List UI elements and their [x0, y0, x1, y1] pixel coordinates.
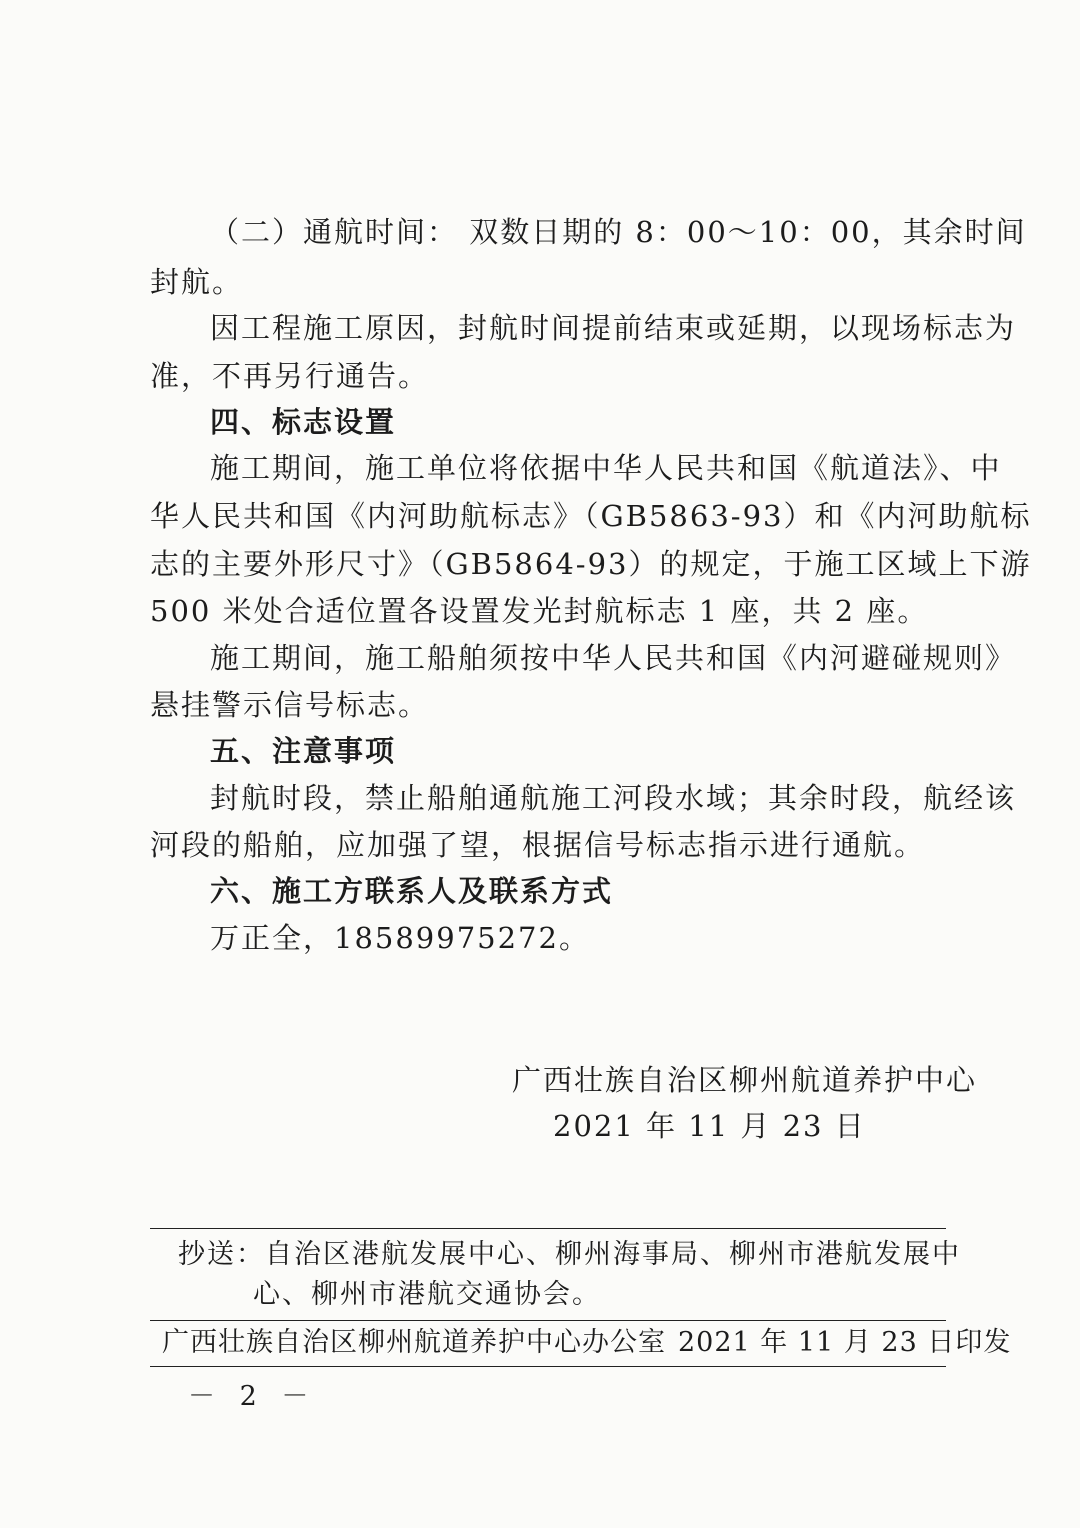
section5-heading: 五、注意事项 — [210, 734, 397, 768]
section4-heading: 四、标志设置 — [210, 405, 397, 439]
signature-date: 2021 年 11 月 23 日 — [553, 1109, 866, 1143]
section4-para2-line2: 悬挂警示信号标志。 — [150, 688, 430, 722]
cc-line2: 心、柳州市港航交通协会。 — [253, 1279, 601, 1310]
navigation-time-line: （二）通航时间： 双数日期的 8：00～10：00，其余时间 — [210, 215, 1027, 249]
section4-para1-line4: 500 米处合适位置各设置发光封航标志 1 座，共 2 座。 — [150, 594, 929, 628]
closure-note-line: 因工程施工原因，封航时间提前结束或延期，以现场标志为 — [210, 311, 1017, 345]
navigation-time-line-cont: 封航。 — [150, 265, 244, 299]
cc-line1: 抄送：自治区港航发展中心、柳州海事局、柳州市港航发展中 — [178, 1239, 961, 1270]
section6-heading: 六、施工方联系人及联系方式 — [210, 874, 614, 908]
section4-para1-line2: 华人民共和国《内河助航标志》（GB5863-93）和《内河助航标 — [150, 499, 1032, 533]
section4-para2-line1: 施工期间，施工船舶须按中华人民共和国《内河避碰规则》 — [210, 641, 1017, 675]
issue-date: 2021 年 11 月 23 日印发 — [678, 1327, 1012, 1358]
cc-bottom-rule — [150, 1320, 946, 1321]
footer-bottom-rule — [150, 1366, 946, 1367]
section4-para1-line3: 志的主要外形尺寸》（GB5864-93）的规定，于施工区域上下游 — [150, 547, 1032, 581]
contact-line: 万正全，18589975272。 — [210, 921, 590, 955]
signature-org: 广西壮族自治区柳州航道养护中心 — [512, 1063, 978, 1097]
section5-line1: 封航时段，禁止船舶通航施工河段水域；其余时段，航经该 — [210, 781, 1017, 815]
page-number: － 2 － — [188, 1381, 317, 1412]
cc-top-rule — [150, 1228, 946, 1229]
section4-para1-line1: 施工期间，施工单位将依据中华人民共和国《航道法》、中 — [210, 451, 1002, 485]
issuer-label: 广西壮族自治区柳州航道养护中心办公室 — [162, 1327, 666, 1358]
section5-line2: 河段的船舶，应加强了望，根据信号标志指示进行通航。 — [150, 828, 926, 862]
closure-note-line-cont: 准，不再另行通告。 — [150, 359, 430, 393]
